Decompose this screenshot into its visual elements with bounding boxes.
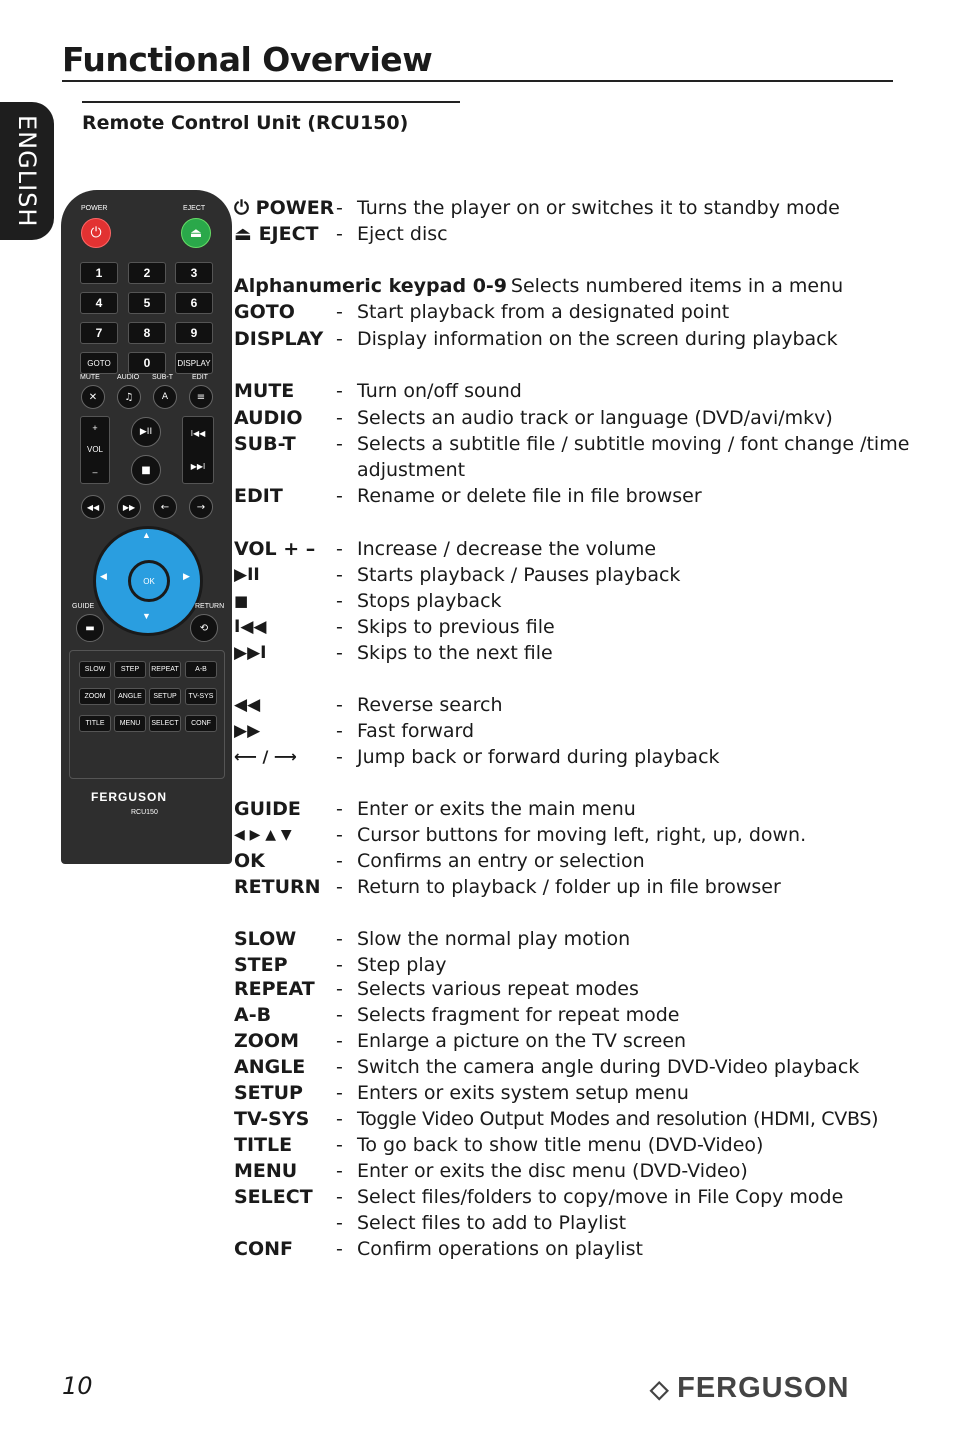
key-select: SELECT — [149, 715, 181, 732]
volume-rocker — [80, 416, 110, 484]
guide-label: GUIDE — [72, 603, 95, 610]
subtitle-icon: A — [153, 385, 177, 409]
key-3: 3 — [175, 262, 213, 284]
skip-rocker — [182, 416, 214, 484]
section-subtitle: Remote Control Unit (RCU150) — [82, 112, 409, 134]
brand-logo-icon: ◇ — [650, 1376, 678, 1403]
cursor-arrows-icon: ◀ ▶ ▲ ▼ — [234, 827, 292, 843]
right-arrow-icon: ▶ — [183, 571, 190, 581]
guide-folder-icon: ▬ — [76, 614, 104, 642]
skip-next-icon: ▶▶I — [190, 462, 206, 471]
jump-back-forward-icon: ⟵ / ⟶ — [234, 747, 297, 766]
eject-icon: ⏏ — [234, 223, 259, 245]
key-1: 1 — [80, 262, 118, 284]
reverse-search-icon: ◀◀ — [234, 695, 261, 715]
jump-forward-icon: → — [189, 495, 213, 519]
key-menu: MENU — [114, 715, 146, 732]
page-number: 10 — [62, 1372, 93, 1400]
reverse-search-icon: ◀◀ — [81, 495, 105, 519]
vol-minus: – — [92, 466, 98, 477]
mute-icon: ✕ — [81, 385, 105, 409]
key-9: 9 — [175, 322, 213, 344]
fast-forward-icon: ▶▶ — [117, 495, 141, 519]
brand-logo: ◇ FERGUSON — [650, 1372, 850, 1404]
remote-control-image — [61, 190, 232, 864]
power-icon: ⏻ — [234, 197, 256, 219]
subt-label: SUB-T — [152, 374, 173, 381]
return-icon: ⟲ — [190, 614, 218, 642]
key-conf: CONF — [185, 715, 217, 732]
key-7: 7 — [80, 322, 118, 344]
eject-label: EJECT — [183, 205, 206, 212]
language-tab-label: ENGLISH — [13, 114, 41, 228]
power-label: POWER — [81, 205, 108, 212]
edit-icon: ≡ — [189, 385, 213, 409]
power-icon: ⏻ — [81, 218, 111, 248]
play-pause-icon: ▶II — [234, 565, 260, 585]
key-tv-sys: TV-SYS — [185, 688, 217, 705]
eject-icon: ⏏ — [181, 218, 211, 248]
skip-previous-icon: I◀◀ — [234, 617, 267, 637]
key-repeat: REPEAT — [149, 661, 181, 678]
vol-plus: + — [92, 423, 98, 434]
key-6: 6 — [175, 292, 213, 314]
audio-icon: ♫ — [117, 385, 141, 409]
key-2: 2 — [128, 262, 166, 284]
fast-forward-icon: ▶▶ — [234, 721, 261, 741]
audio-label: AUDIO — [117, 374, 140, 381]
remote-brand-logo: FERGUSON — [91, 790, 168, 804]
key-goto: GOTO — [80, 352, 118, 374]
key-a-b: A-B — [185, 661, 217, 678]
key-slow: SLOW — [79, 661, 111, 678]
skip-next-icon: ▶▶I — [234, 643, 267, 663]
key-5: 5 — [128, 292, 166, 314]
remote-model-label: RCU150 — [131, 809, 158, 816]
key-display: DISPLAY — [175, 352, 213, 374]
down-arrow-icon: ▼ — [142, 611, 151, 621]
skip-previous-icon: I◀◀ — [190, 429, 206, 438]
edit-label: EDIT — [192, 374, 208, 381]
page-title: Functional Overview — [62, 40, 433, 79]
return-label: RETURN — [195, 603, 225, 610]
jump-back-icon: ← — [153, 495, 177, 519]
key-setup: SETUP — [149, 688, 181, 705]
subtitle-divider — [82, 101, 460, 103]
title-divider — [62, 80, 893, 82]
stop-icon: ■ — [234, 592, 249, 610]
mute-label: MUTE — [80, 374, 100, 381]
up-arrow-icon: ▲ — [142, 530, 151, 540]
left-arrow-icon: ◀ — [100, 571, 107, 581]
play-pause-icon: ▶II — [131, 417, 161, 447]
key-8: 8 — [128, 322, 166, 344]
vol-label: VOL — [86, 445, 103, 455]
key-step: STEP — [114, 661, 146, 678]
key-0: 0 — [128, 352, 166, 374]
key-4: 4 — [80, 292, 118, 314]
key-zoom: ZOOM — [79, 688, 111, 705]
ok-button: OK — [128, 560, 170, 602]
stop-icon: ■ — [131, 455, 161, 485]
key-angle: ANGLE — [114, 688, 146, 705]
key-title: TITLE — [79, 715, 111, 732]
